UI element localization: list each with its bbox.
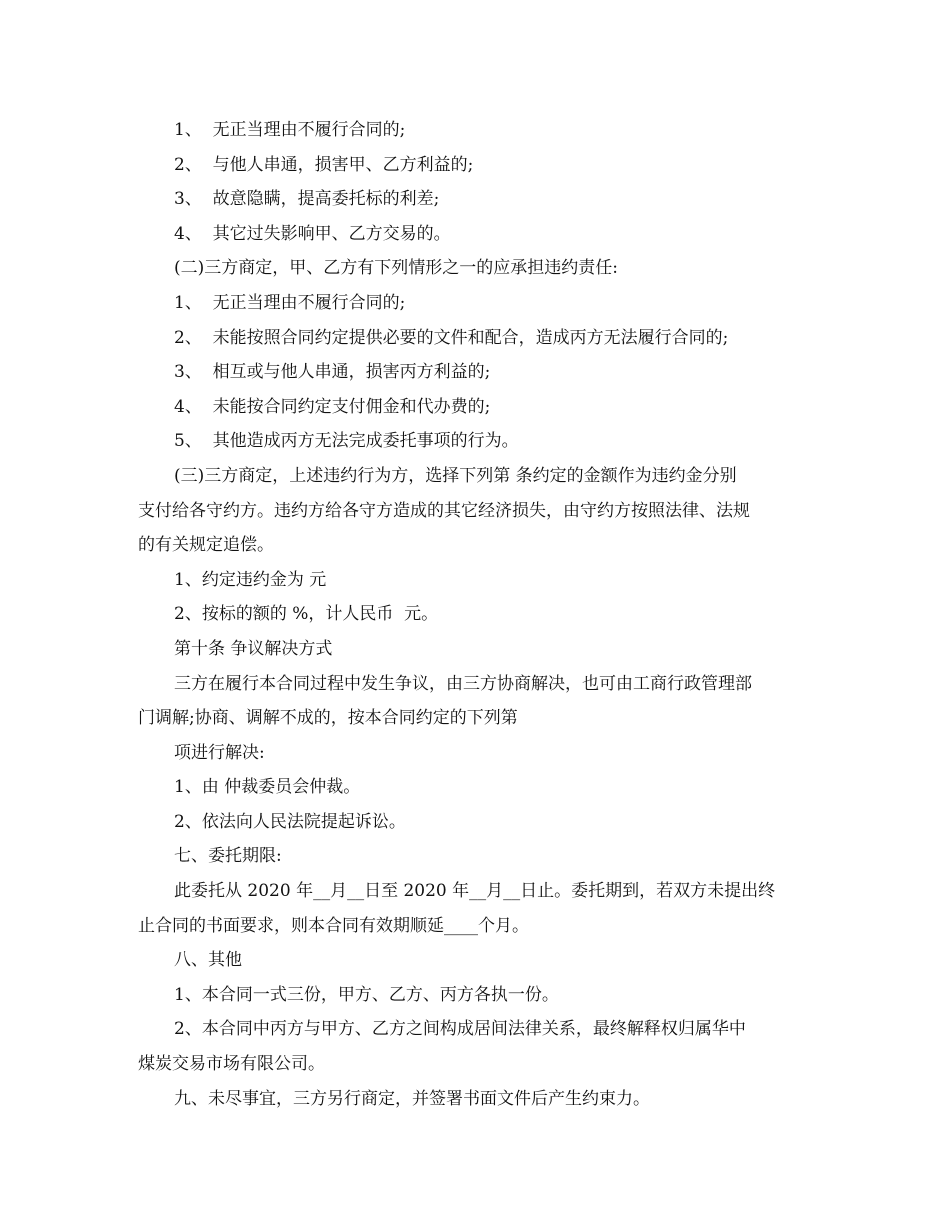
text-line: 4、 其它过失影响甲、乙方交易的。 bbox=[174, 223, 451, 244]
text-line: 3、 故意隐瞒，提高委托标的利差; bbox=[174, 189, 440, 210]
text-line: 1、约定违约金为 元 bbox=[174, 569, 327, 590]
text-line: 八、其他 bbox=[174, 950, 242, 971]
text-line: 1、 无正当理由不履行合同的; bbox=[174, 292, 406, 313]
text-line: 止合同的书面要求，则本合同有效期顺延____个月。 bbox=[138, 915, 529, 936]
text-line: 煤炭交易市场有限公司。 bbox=[138, 1054, 325, 1075]
text-line: 5、 其他造成丙方无法完成委托事项的行为。 bbox=[174, 431, 519, 452]
text-line: 此委托从 2020 年__月__日至 2020 年__月__日止。委托期到，若双方未提出终 bbox=[174, 881, 776, 902]
text-line: 4、 未能按合同约定支付佣金和代办费的; bbox=[174, 396, 491, 417]
text-line: 三方在履行本合同过程中发生争议，由三方协商解决，也可由工商行政管理部 bbox=[174, 673, 752, 694]
text-line: 1、由 仲裁委员会仲裁。 bbox=[174, 777, 361, 798]
text-line: 项进行解决: bbox=[174, 742, 265, 763]
text-line: 2、依法向人民法院提起诉讼。 bbox=[174, 811, 406, 832]
text-line: 2、 与他人串通，损害甲、乙方利益的; bbox=[174, 154, 474, 175]
text-line: (三)三方商定，上述违约行为方，选择下列第 条约定的金额作为违约金分别 bbox=[174, 465, 737, 486]
text-line: 1、本合同一式三份，甲方、乙方、丙方各执一份。 bbox=[174, 984, 559, 1005]
text-line: 七、委托期限: bbox=[174, 846, 282, 867]
text-line: 的有关规定追偿。 bbox=[138, 535, 274, 556]
text-line: 九、未尽事宜，三方另行商定，并签署书面文件后产生约束力。 bbox=[174, 1088, 650, 1109]
text-line: 2、 未能按照合同约定提供必要的文件和配合，造成丙方无法履行合同的; bbox=[174, 327, 729, 348]
text-line: 1、 无正当理由不履行合同的; bbox=[174, 120, 406, 140]
text-line: 支付给各守约方。违约方给各守方造成的其它经济损失，由守约方按照法律、法规 bbox=[138, 500, 750, 521]
document-body bbox=[138, 113, 814, 1116]
text-line: 第十条 争议解决方式 bbox=[174, 638, 333, 659]
text-line: 2、按标的额的 %，计人民币 元。 bbox=[174, 604, 439, 625]
text-line: 门调解;协商、调解不成的，按本合同约定的下列第 bbox=[138, 708, 518, 729]
text-line: 3、 相互或与他人串通，损害丙方利益的; bbox=[174, 362, 491, 383]
text-line: 2、本合同中丙方与甲方、乙方之间构成居间法律关系，最终解释权归属华中 bbox=[174, 1019, 746, 1040]
text-line: (二)三方商定，甲、乙方有下列情形之一的应承担违约责任: bbox=[174, 258, 618, 279]
